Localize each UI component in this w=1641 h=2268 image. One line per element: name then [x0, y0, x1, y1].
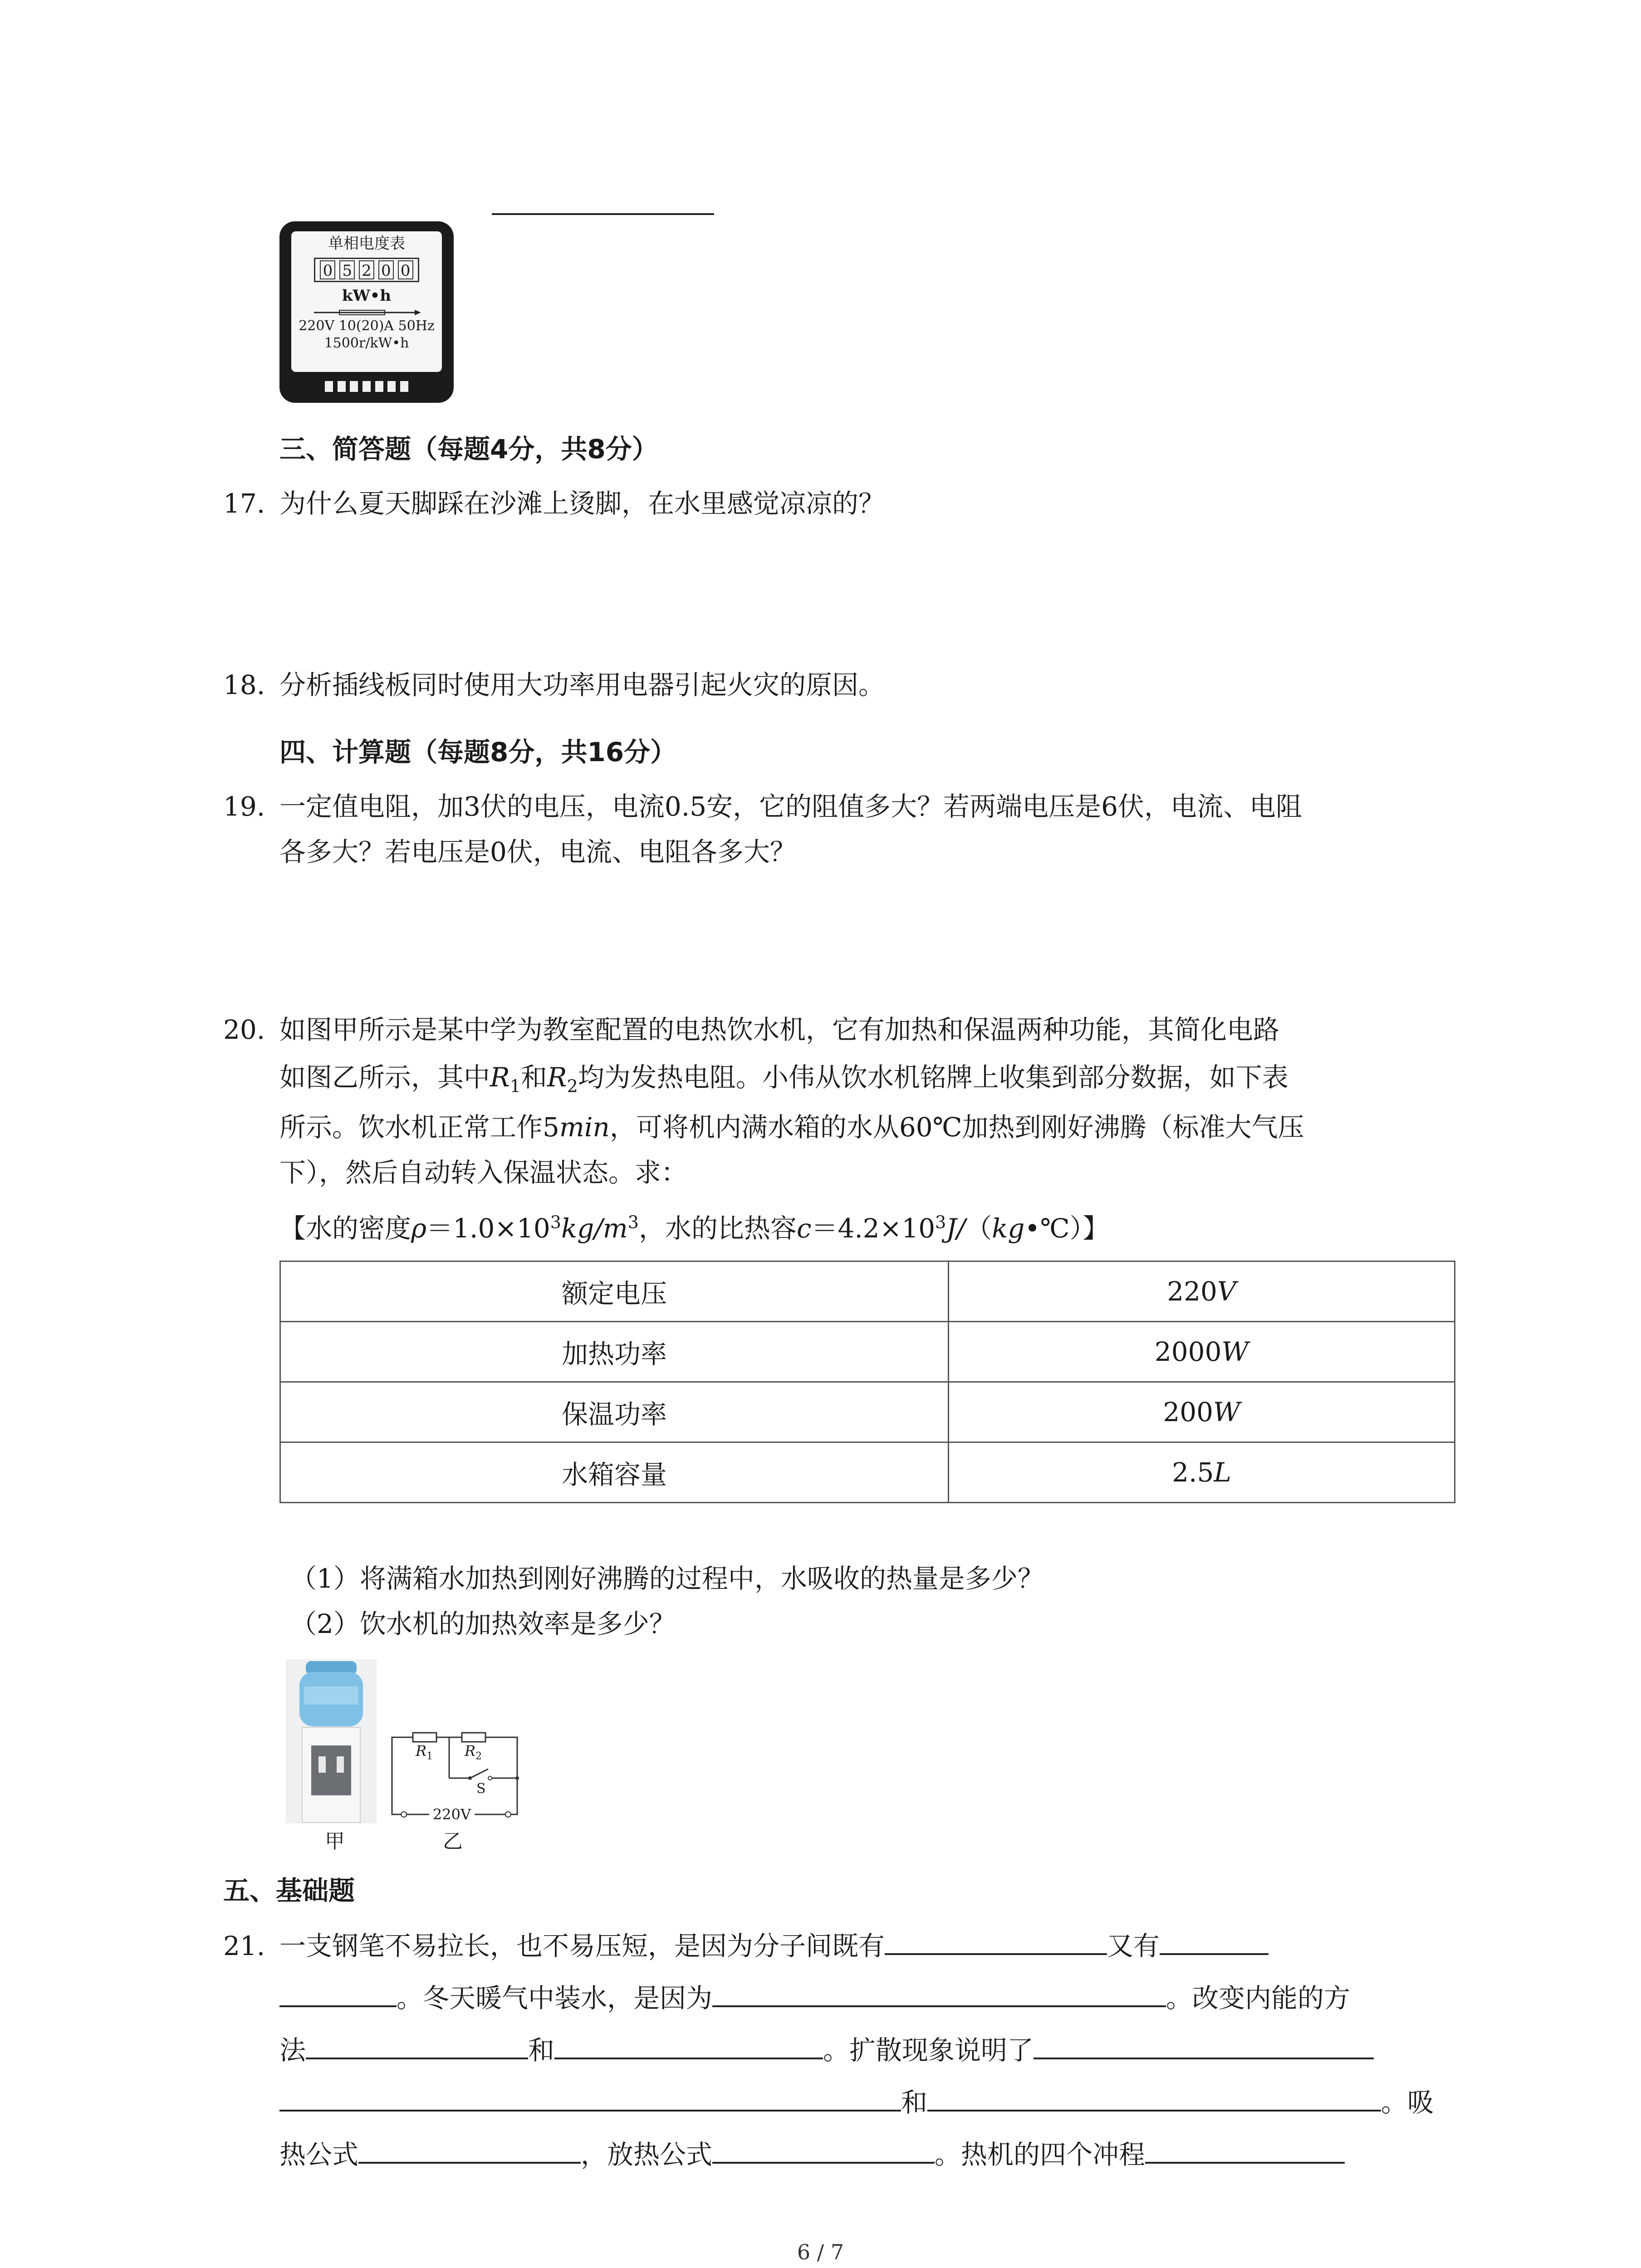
meter-spec: [291, 318, 442, 352]
question-18-text: 分析插线板同时使用大功率用电器引起火灾的原因。: [279, 670, 885, 700]
answer-blank[interactable]: [712, 2136, 935, 2164]
table-cell-value: 200W: [949, 1382, 1455, 1442]
question-21-line4: 和 。吸: [279, 2084, 1434, 2121]
question-21-line3: 法 和 。扩散现象说明了: [279, 2032, 1374, 2068]
table-cell-label: 水箱容量: [280, 1442, 949, 1503]
answer-blank[interactable]: [927, 2084, 1381, 2112]
question-21-line5: 热公式 ，放热公式 。热机的四个冲程: [279, 2136, 1345, 2173]
meter-terminals: [325, 381, 408, 395]
nameplate-table: [279, 1261, 1455, 1503]
meter-face: [291, 231, 442, 372]
water-dispenser-image: [286, 1659, 377, 1823]
meter-digits: [314, 258, 419, 282]
question-19-line1: 一定值电阻，加3伏的电压，电流0.5安，它的阻值多大？若两端电压是6伏，电流、电阻: [279, 791, 1303, 822]
meter-digit: 5: [339, 260, 355, 279]
top-answer-blank[interactable]: [492, 213, 714, 215]
answer-blank[interactable]: [712, 1980, 1166, 2007]
circuit-label-switch: S: [476, 1781, 486, 1797]
question-20-line2: 如图乙所示，其中$R_1$和$R_2$均为发热电阻。小伟从饮水机铭牌上收集到部分数据，如下表: [279, 1062, 1288, 1096]
meter-digit: 2: [359, 260, 374, 279]
meter-unit: kW•h: [342, 287, 392, 305]
table-cell-value: 220V: [949, 1261, 1455, 1322]
circuit-label-r1: $R_1$: [416, 1742, 433, 1762]
section-heading-4: 四、计算题（每题8分，共16分）: [279, 737, 677, 767]
answer-blank[interactable]: [1145, 2136, 1345, 2164]
question-21-number: 21.: [223, 1931, 265, 1961]
answer-blank[interactable]: [1160, 1928, 1269, 1955]
question-19-number: 19.: [223, 791, 265, 822]
question-20-sub2: （2）饮水机的加热效率是多少？: [290, 1608, 676, 1639]
answer-blank[interactable]: [279, 2084, 901, 2112]
meter-digit: 0: [320, 260, 335, 279]
table-row: [280, 1442, 1455, 1503]
question-19-line2: 各多大？若电压是0伏，电流、电阻各多大？: [279, 836, 796, 867]
question-20-sub1: （1）将满箱水加热到刚好沸腾的过程中，水吸收的热量是多少？: [290, 1563, 1044, 1594]
table-cell-label: 保温功率: [280, 1382, 949, 1442]
table-cell-label: 加热功率: [280, 1322, 949, 1382]
question-21-line2: 。冬天暖气中装水，是因为 。改变内能的方: [279, 1980, 1350, 2016]
question-21-line1: 一支钢笔不易拉长，也不易压短，是因为分子间既有 又有: [279, 1928, 1269, 1964]
meter-title: 单相电度表: [328, 235, 405, 253]
question-20-line3: 所示。饮水机正常工作5min，可将机内满水箱的水从60℃加热到刚好沸腾（标准大气压: [279, 1112, 1304, 1143]
question-20-number: 20.: [223, 1014, 265, 1045]
question-17-number: 17.: [223, 488, 265, 519]
question-20-given-constants: 【水的密度$\rho=1.0\times 10^3kg/m^3$，水的比热容$c=4.2\times 10^3J/(kg•℃)$】: [279, 1212, 1109, 1244]
meter-spec-line1: 220V 10(20)A 50Hz: [299, 318, 435, 334]
page-number: 6 / 7: [797, 2240, 844, 2264]
question-18-number: 18.: [223, 670, 265, 700]
section-heading-3: 三、简答题（每题4分，共8分）: [279, 434, 658, 464]
figure-label-yi: 乙: [443, 1830, 463, 1853]
answer-blank[interactable]: [554, 2032, 823, 2059]
table-row: [280, 1261, 1455, 1322]
circuit-label-voltage: 220V: [429, 1805, 475, 1823]
section-heading-5: 五、基础题: [223, 1875, 355, 1906]
meter-digit: 0: [378, 260, 394, 279]
question-20-line1: 如图甲所示是某中学为教室配置的电热饮水机，它有加热和保温两种功能，其简化电路: [279, 1014, 1280, 1045]
answer-blank[interactable]: [279, 1980, 397, 2007]
meter-spec-line2: 1500r/kW•h: [324, 335, 409, 351]
answer-blank[interactable]: [358, 2136, 581, 2164]
answer-blank[interactable]: [306, 2032, 528, 2059]
electric-meter-figure: [279, 221, 454, 403]
table-cell-value: 2000W: [949, 1322, 1455, 1382]
answer-blank[interactable]: [1034, 2032, 1374, 2059]
circuit-diagram: [386, 1724, 522, 1828]
table-cell-value: 2.5L: [949, 1442, 1455, 1503]
figure-label-jia: 甲: [325, 1830, 345, 1853]
question-20-line4: 下），然后自动转入保温状态。求：: [279, 1157, 688, 1188]
meter-digit: 0: [398, 260, 413, 279]
meter-arrow-icon: [312, 309, 421, 316]
answer-blank[interactable]: [885, 1928, 1107, 1955]
table-cell-label: 额定电压: [280, 1261, 949, 1322]
question-17-text: 为什么夏天脚踩在沙滩上烫脚，在水里感觉凉凉的？: [279, 488, 885, 519]
table-row: [280, 1322, 1455, 1382]
table-row: [280, 1382, 1455, 1442]
circuit-label-r2: $R_2$: [465, 1742, 482, 1762]
